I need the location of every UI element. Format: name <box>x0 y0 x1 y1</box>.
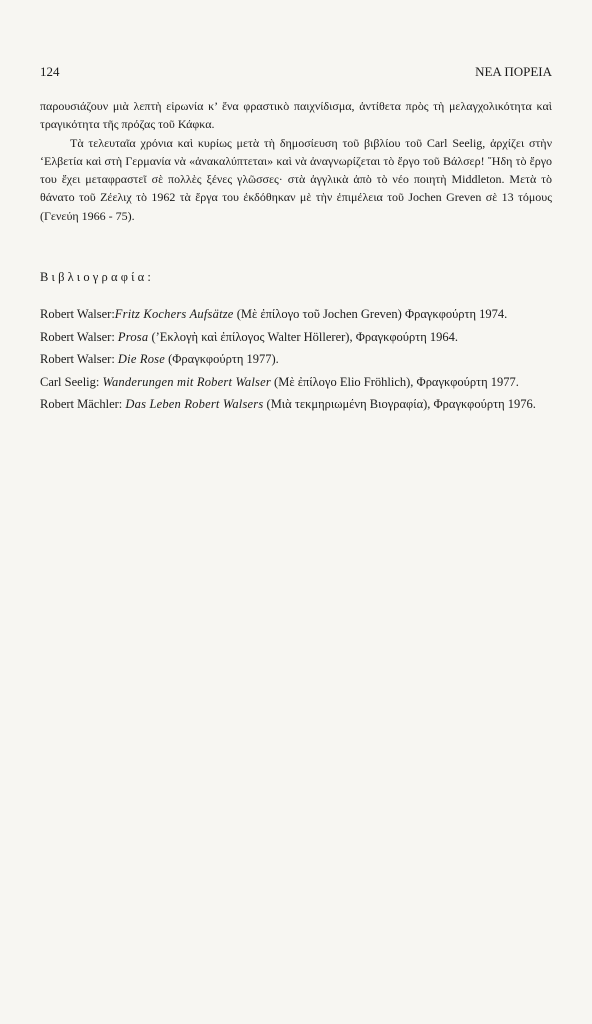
bibliography-entry <box>40 328 554 347</box>
bibliography-entry <box>40 395 554 414</box>
entry-details: (Μὲ ἐπίλογο τοῦ Jochen Greven) Φραγκφούρτη 1974. <box>233 307 508 321</box>
entry-author: Robert Walser: <box>40 307 115 321</box>
entry-details: (Φραγκφούρτη 1977). <box>165 352 279 366</box>
entry-author: Robert Walser: <box>40 329 115 344</box>
entry-title: Das Leben Robert Walsers <box>125 397 264 411</box>
body-text <box>40 97 552 225</box>
entry-author: Carl Seelig: <box>40 374 100 389</box>
entry-details: (’Εκλογὴ καὶ ἐπίλογος Walter Höllerer), Φραγκφούρτη 1964. <box>148 329 459 344</box>
bibliography-entry <box>40 350 554 369</box>
entry-title: Die Rose <box>117 352 165 366</box>
bibliography-heading: Βιβλιογραφία: <box>40 270 155 284</box>
bibliography-entry <box>40 305 554 324</box>
bibliography-entry <box>40 373 554 392</box>
bibliography-list <box>40 305 554 418</box>
entry-details: (Μὲ ἐπίλογο Elio Fröhlich), Φραγκφούρτη 1977. <box>270 374 519 389</box>
journal-title: ΝΕΑ ΠΟΡΕΙΑ <box>475 64 552 79</box>
paragraph-1: παρουσιάζουν μιὰ λεπτὴ εἰρωνία κ’ ἕνα φραστικὸ παιχνίδισμα, ἀντίθετα πρὸς τὴ μελαγχολικότητα καὶ τραγικότητα τῆς πρόζας τοῦ Κάφκα. <box>40 99 552 132</box>
entry-author: Robert Mächler: <box>40 397 123 411</box>
entry-title: Wanderungen mit Robert Walser <box>102 374 271 389</box>
paragraph-2: Τὰ τελευταῖα χρόνια καὶ κυρίως μετὰ τὴ δημοσίευση τοῦ βιβλίου τοῦ Carl Seelig, ἀρχίζει στὴν ‘Ελβετία καὶ στὴ Γερμανία νὰ «ἀνακαλύπτεται» καὶ νὰ ἀναγνωρίζεται τὸ ἔργο τοῦ Βάλσερ! ῎Ηδη τὸ ἔργο του ἔχει μεταφραστεῖ σὲ πολλὲς ξένες γλῶσσες· στὰ ἀγγλικὰ ἀπὸ τὸ νέο ποιητὴ Middleton. Μετὰ τὸ θάνατο τοῦ Ζέελιχ τὸ 1962 τὰ ἔργα του ἐκδόθηκαν μὲ τὴν ἐπιμέλεια τοῦ Jochen Greven σὲ 13 τόμους (Γενεύη 1966 - 75). <box>40 135 552 223</box>
running-head <box>40 64 552 80</box>
entry-details: (Μιὰ τεκμηριωμένη Βιογραφία), Φραγκφούρτη 1976. <box>263 397 536 411</box>
page-number: 124 <box>40 64 60 79</box>
entry-title: Prosa <box>117 329 149 344</box>
entry-title: Fritz Kochers Aufsätze <box>114 307 234 321</box>
entry-author: Robert Walser: <box>40 352 115 366</box>
